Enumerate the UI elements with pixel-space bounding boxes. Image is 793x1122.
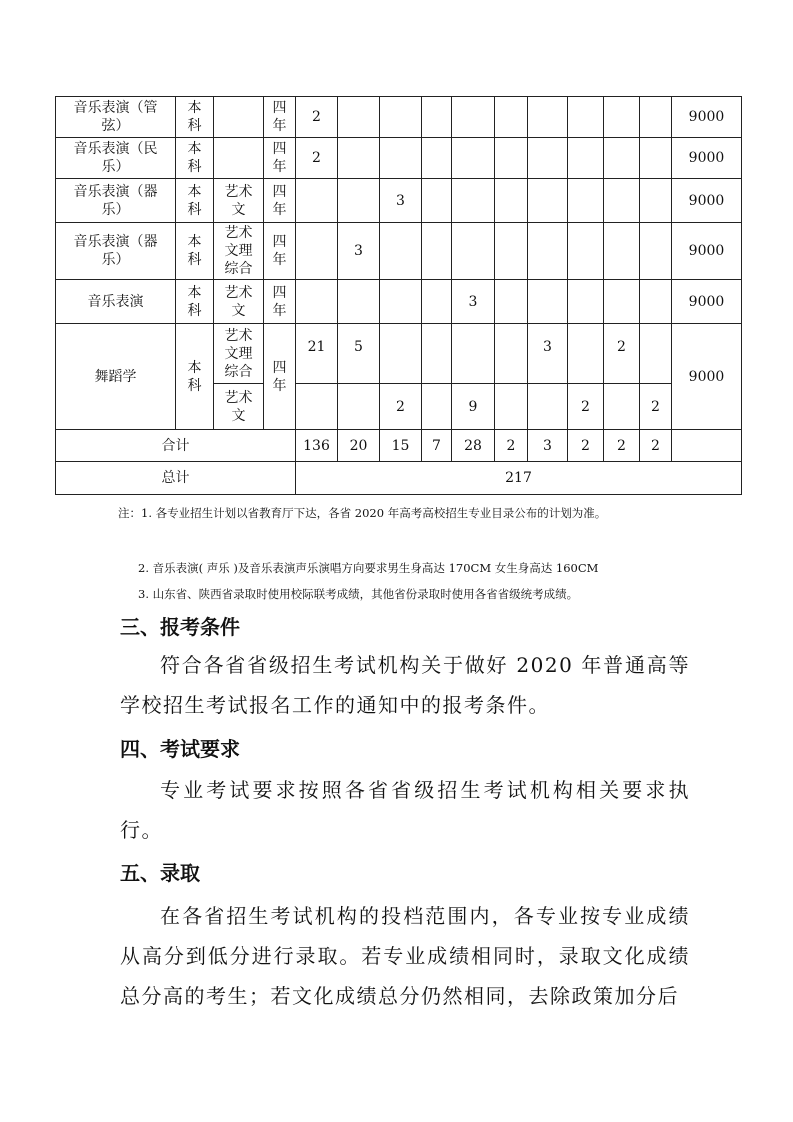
major-cell: 音乐表演（器乐） [56, 223, 176, 280]
quota-cell: 3 [380, 179, 422, 223]
major-cell: 音乐表演（民乐） [56, 138, 176, 179]
quota-cell [640, 138, 672, 179]
quota-cell [422, 97, 452, 138]
quota-cell [296, 280, 338, 324]
table-note-2: 2. 音乐表演( 声乐 )及音乐表演声乐演唱方向要求男生身高达 170CM 女生身高达 160CM [138, 561, 599, 575]
quota-cell: 9 [452, 383, 495, 429]
quota-cell [296, 179, 338, 223]
subject-cell: 艺术文理综合 [214, 223, 264, 280]
quota-cell [604, 383, 640, 429]
subtotal-cell: 7 [422, 430, 452, 462]
quota-cell [604, 97, 640, 138]
quota-cell [528, 223, 568, 280]
quota-cell [495, 179, 528, 223]
years-cell: 四年 [264, 97, 296, 138]
quota-cell [452, 223, 495, 280]
quota-cell [640, 280, 672, 324]
quota-cell [495, 138, 528, 179]
quota-cell [568, 138, 604, 179]
subtotal-cell: 2 [640, 430, 672, 462]
quota-cell [422, 179, 452, 223]
quota-cell: 3 [452, 280, 495, 324]
quota-cell [640, 97, 672, 138]
total-value: 217 [296, 462, 742, 495]
table-row [56, 462, 742, 495]
subtotal-cell: 2 [568, 430, 604, 462]
enrollment-plan-table [55, 96, 742, 495]
quota-cell [568, 223, 604, 280]
subject-cell: 艺术文 [214, 179, 264, 223]
quota-cell [380, 223, 422, 280]
quota-cell [495, 324, 528, 384]
quota-cell [338, 383, 380, 429]
quota-cell [380, 97, 422, 138]
quota-cell [422, 324, 452, 384]
fee-cell: 9000 [672, 280, 742, 324]
subject-cell: 艺术文理综合 [214, 324, 264, 384]
quota-cell [452, 97, 495, 138]
section-text-conditions: 符合各省省级招生考试机构关于做好 2020 年普通高等学校招生考试报名工作的通知中的报考条件。 [120, 653, 690, 717]
fee-cell: 9000 [672, 179, 742, 223]
quota-cell [568, 324, 604, 384]
quota-cell [380, 324, 422, 384]
quota-cell [495, 223, 528, 280]
quota-cell [604, 138, 640, 179]
quota-cell [604, 280, 640, 324]
quota-cell: 2 [296, 138, 338, 179]
quota-cell [528, 97, 568, 138]
quota-cell [528, 280, 568, 324]
subtotal-cell: 2 [604, 430, 640, 462]
quota-cell [338, 97, 380, 138]
fee-cell: 9000 [672, 138, 742, 179]
quota-cell [422, 280, 452, 324]
level-cell: 本科 [176, 280, 214, 324]
quota-cell: 3 [338, 223, 380, 280]
quota-cell: 2 [604, 324, 640, 384]
quota-cell: 2 [380, 383, 422, 429]
fee-cell: 9000 [672, 324, 742, 430]
subtotal-cell: 2 [495, 430, 528, 462]
quota-cell [640, 179, 672, 223]
table-row [56, 138, 742, 179]
quota-cell: 5 [338, 324, 380, 384]
subtotal-cell: 20 [338, 430, 380, 462]
section-heading-conditions: 三、报考条件 [120, 615, 240, 639]
quota-cell [495, 280, 528, 324]
quota-cell [568, 97, 604, 138]
quota-cell [422, 138, 452, 179]
quota-cell [380, 280, 422, 324]
subtotal-fee-cell [672, 430, 742, 462]
total-label: 总计 [56, 462, 296, 495]
subject-cell [214, 138, 264, 179]
section-text-admission: 在各省招生考试机构的投档范围内，各专业按专业成绩从高分到低分进行录取。若专业成绩相同时，录取文化成绩总分高的考生；若文化成绩总分仍然相同，去除政策加分后 [120, 904, 690, 1008]
quota-cell [528, 138, 568, 179]
table-row [56, 179, 742, 223]
table-row [56, 280, 742, 324]
quota-cell [640, 324, 672, 384]
quota-cell: 3 [528, 324, 568, 384]
quota-cell [296, 223, 338, 280]
fee-cell: 9000 [672, 97, 742, 138]
table-note-3: 3. 山东省、陕西省录取时使用校际联考成绩，其他省份录取时使用各省省级统考成绩。 [138, 587, 579, 601]
subject-cell: 艺术文 [214, 383, 264, 429]
quota-cell [568, 280, 604, 324]
level-cell: 本科 [176, 324, 214, 430]
quota-cell [422, 383, 452, 429]
quota-cell [380, 138, 422, 179]
subject-cell: 艺术文 [214, 280, 264, 324]
quota-cell [528, 383, 568, 429]
subtotal-cell: 136 [296, 430, 338, 462]
quota-cell [338, 179, 380, 223]
section-heading-admission: 五、录取 [120, 861, 200, 885]
table-row [56, 97, 742, 138]
level-cell: 本科 [176, 223, 214, 280]
subject-cell [214, 97, 264, 138]
table-note-1: 注：1. 各专业招生计划以省教育厅下达，各省 2020 年高考高校招生专业目录公布的计划为准。 [118, 506, 607, 520]
quota-cell [604, 179, 640, 223]
quota-cell [528, 179, 568, 223]
quota-cell [422, 223, 452, 280]
subtotal-cell: 3 [528, 430, 568, 462]
quota-cell: 21 [296, 324, 338, 384]
years-cell: 四年 [264, 280, 296, 324]
table-row [56, 223, 742, 280]
subtotal-cell: 15 [380, 430, 422, 462]
level-cell: 本科 [176, 97, 214, 138]
years-cell: 四年 [264, 138, 296, 179]
quota-cell: 2 [296, 97, 338, 138]
years-cell: 四年 [264, 223, 296, 280]
quota-cell [452, 324, 495, 384]
level-cell: 本科 [176, 138, 214, 179]
quota-cell [452, 179, 495, 223]
major-cell: 舞蹈学 [56, 324, 176, 430]
major-cell: 音乐表演（器乐） [56, 179, 176, 223]
subtotal-cell: 28 [452, 430, 495, 462]
quota-cell [568, 179, 604, 223]
major-cell: 音乐表演（管弦） [56, 97, 176, 138]
level-cell: 本科 [176, 179, 214, 223]
section-text-exam: 专业考试要求按照各省省级招生考试机构相关要求执行。 [120, 778, 690, 842]
quota-cell [338, 138, 380, 179]
table-row [56, 430, 742, 462]
section-heading-exam: 四、考试要求 [120, 737, 240, 761]
subtotal-label: 合计 [56, 430, 296, 462]
years-cell: 四年 [264, 324, 296, 430]
quota-cell: 2 [640, 383, 672, 429]
quota-cell [640, 223, 672, 280]
quota-cell: 2 [568, 383, 604, 429]
years-cell: 四年 [264, 179, 296, 223]
fee-cell: 9000 [672, 223, 742, 280]
quota-cell [495, 97, 528, 138]
quota-cell [296, 383, 338, 429]
quota-cell [604, 223, 640, 280]
major-cell: 音乐表演 [56, 280, 176, 324]
quota-cell [495, 383, 528, 429]
table-row [56, 324, 742, 384]
quota-cell [452, 138, 495, 179]
quota-cell [338, 280, 380, 324]
